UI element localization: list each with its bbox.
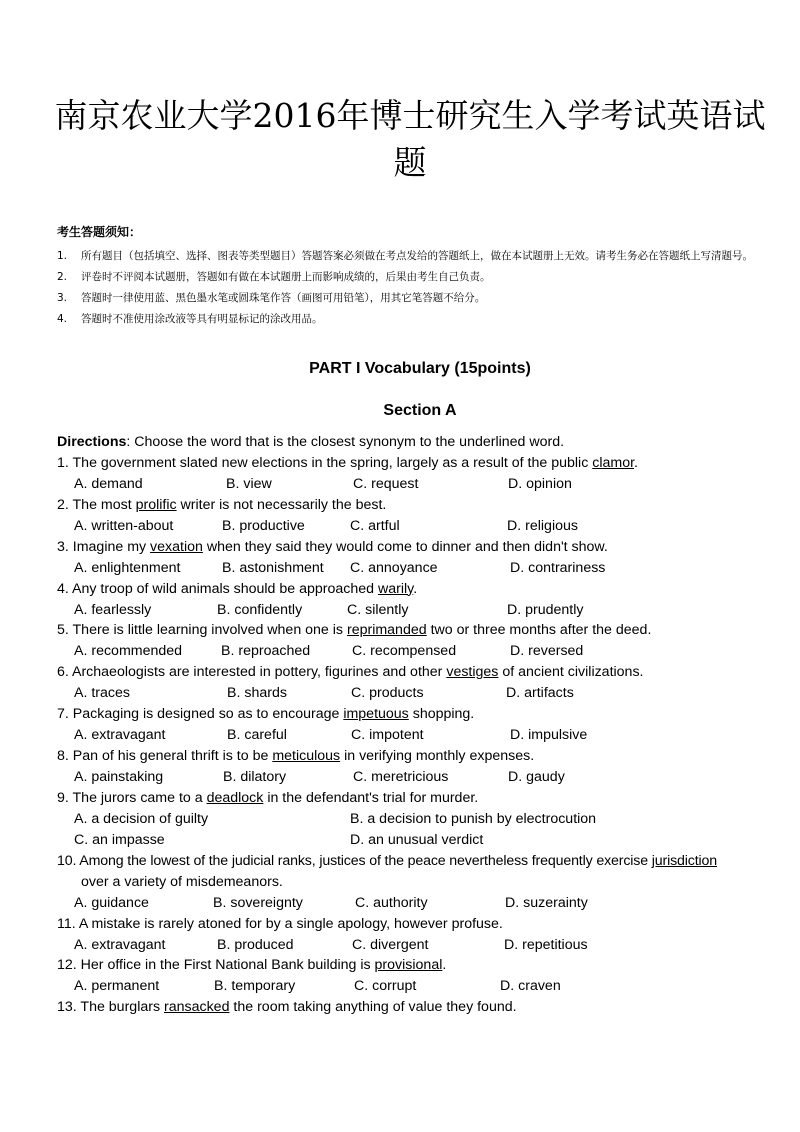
option-b: B. sovereignty — [213, 894, 303, 911]
option-b: B. astonishment — [222, 559, 324, 576]
stem-text-end: two or three months after the deed. — [426, 622, 652, 639]
option-d: D. suzerainty — [505, 894, 588, 911]
stem-text-end: . — [442, 957, 447, 974]
stem-text-continued: over a variety of misdemeanors. — [81, 873, 283, 890]
stem-text: 6. Archaeologists are interested in pottery, figurines and other — [57, 664, 447, 681]
options-row — [57, 683, 785, 704]
directions-label: Directions — [57, 434, 127, 450]
option-c: C. meretricious — [353, 769, 449, 785]
option-b: B. produced — [217, 936, 294, 953]
option-a: A. recommended — [74, 643, 183, 660]
options-row — [57, 976, 785, 997]
option-c: C. silently — [347, 601, 409, 618]
stem-text: 9. The jurors came to a — [57, 789, 207, 806]
option-b: B. careful — [227, 727, 287, 744]
note-number: 2. — [57, 271, 68, 283]
question-stem — [57, 955, 785, 976]
question-stem — [57, 997, 785, 1018]
question-stem — [57, 620, 785, 641]
note-text: 答题时不准使用涂改液等具有明显标记的涂改用品。 — [81, 313, 323, 325]
underlined-word: ransacked — [164, 999, 230, 1016]
question-stem — [57, 579, 785, 600]
note-text: 所有题目（包括填空、选择、图表等类型题目）答题答案必须做在考点发给的答题纸上，做在本试题册上无效。请考生务必在答题纸上写清题号。 — [81, 250, 753, 262]
note-number: 3. — [57, 292, 68, 304]
question-stem — [57, 453, 785, 474]
question-stem — [57, 746, 785, 767]
stem-text: 3. Imagine my — [57, 538, 151, 555]
options-row — [57, 516, 785, 537]
option-d: D. reversed — [510, 643, 584, 660]
note-text: 评卷时不评阅本试题册，答题如有做在本试题册上而影响成绩的，后果由考生自己负责。 — [81, 271, 491, 283]
stem-text: 12. Her office in the First National Bank building is — [57, 957, 375, 974]
option-c: C. request — [353, 475, 419, 492]
option-c: C. an impasse — [74, 831, 165, 848]
note-item — [57, 288, 777, 309]
underlined-word: meticulous — [272, 748, 341, 765]
underlined-word: clamor — [592, 454, 635, 471]
option-a: A. permanent — [74, 978, 160, 995]
option-b: B. dilatory — [223, 769, 287, 785]
question-stem — [57, 537, 785, 558]
option-c: C. corrupt — [354, 978, 417, 995]
stem-text-end: in verifying monthly expenses. — [340, 748, 535, 765]
options-row — [57, 474, 785, 495]
stem-text: 7. Packaging is designed so as to encourage — [57, 706, 344, 723]
option-c: C. artful — [350, 517, 400, 534]
option-b: B. reproached — [221, 643, 311, 660]
option-c: C. annoyance — [350, 559, 438, 576]
option-c: C. products — [351, 685, 424, 702]
option-a: A. painstaking — [74, 769, 164, 785]
options-row — [57, 809, 785, 830]
option-a: A. guidance — [74, 894, 149, 911]
option-d: D. gaudy — [508, 769, 565, 785]
options-row — [57, 641, 785, 662]
option-b: B. productive — [222, 517, 305, 534]
stem-text-end: when they said they would come to dinner and then didn't show. — [202, 538, 608, 555]
stem-text: 11. A mistake is rarely atoned for by a single apology, however profuse. — [57, 915, 503, 932]
underlined-word: warily — [378, 580, 414, 597]
note-number: 1. — [57, 250, 68, 262]
option-a: A. traces — [74, 685, 130, 702]
option-c: C. authority — [355, 894, 428, 911]
question-stem — [57, 914, 785, 935]
underlined-word: provisional — [374, 957, 443, 974]
question-stem — [57, 495, 785, 516]
stem-text-end: writer is not necessarily the best. — [176, 496, 387, 513]
question-stem — [57, 662, 785, 683]
option-a: A. fearlessly — [74, 601, 152, 618]
stem-text: 2. The most — [57, 496, 136, 513]
underlined-word: deadlock — [206, 789, 264, 806]
options-row — [57, 600, 785, 621]
option-b: B. shards — [227, 685, 287, 702]
underlined-word: reprimanded — [346, 622, 427, 639]
stem-text: 5. There is little learning involved when one is — [57, 622, 347, 639]
stem-text-end: . — [413, 580, 418, 597]
option-b: B. temporary — [214, 978, 296, 995]
notes-heading: 考生答题须知： — [57, 225, 142, 239]
options-row — [57, 767, 785, 788]
option-c: C. impotent — [351, 727, 424, 744]
stem-text-end: shopping. — [408, 706, 475, 723]
underlined-word: jurisdiction — [651, 852, 717, 869]
underlined-word: impetuous — [343, 706, 409, 723]
option-d: D. craven — [500, 978, 561, 995]
option-d: D. opinion — [508, 475, 572, 492]
option-d: D. religious — [507, 517, 578, 534]
underlined-word: prolific — [135, 496, 177, 513]
option-b: B. view — [226, 475, 272, 492]
option-a: A. demand — [74, 475, 143, 492]
option-c: C. recompensed — [352, 643, 457, 660]
part-title: PART I Vocabulary (15points) — [309, 360, 531, 377]
underlined-word: vestiges — [446, 664, 499, 681]
option-d: D. contrariness — [510, 559, 606, 576]
option-c: C. divergent — [352, 936, 429, 953]
question-stem-continued — [57, 872, 785, 893]
option-d: D. an unusual verdict — [350, 831, 484, 848]
stem-text: 1. The government slated new elections in the spring, largely as a result of the public — [57, 454, 593, 471]
section-title: Section A — [383, 402, 457, 419]
stem-text: 13. The burglars — [57, 999, 164, 1016]
options-row — [57, 725, 785, 746]
option-d: D. impulsive — [510, 727, 588, 744]
option-a: A. extravagant — [74, 936, 166, 953]
directions — [57, 432, 785, 453]
option-b: B. a decision to punish by electrocution — [350, 810, 597, 827]
stem-text: 4. Any troop of wild animals should be approached — [57, 580, 378, 597]
option-a: A. enlightenment — [74, 559, 181, 576]
option-d: D. repetitious — [504, 936, 588, 953]
stem-text: 10. Among the lowest of the judicial ranks, justices of the peace nevertheless frequently exercise — [57, 852, 652, 869]
note-item — [57, 267, 777, 288]
option-d: D. artifacts — [506, 685, 574, 702]
page-title: 南京农业大学2016年博士研究生入学考试英语试题 — [54, 96, 766, 182]
stem-text-end: . — [634, 454, 638, 471]
directions-text: : Choose the word that is the closest synonym to the underlined word. — [126, 434, 565, 450]
note-text: 答题时一律使用蓝、黑色墨水笔或圆珠笔作答（画图可用铅笔），用其它笔答题不给分。 — [81, 292, 486, 304]
note-item — [57, 309, 777, 330]
exam-notes — [57, 223, 777, 330]
underlined-word: vexation — [150, 538, 203, 555]
options-row — [57, 558, 785, 579]
question-list — [57, 432, 785, 1018]
note-number: 4. — [57, 313, 68, 325]
option-a: A. a decision of guilty — [74, 810, 209, 827]
stem-text-end: in the defendant's trial for murder. — [263, 789, 479, 806]
stem-text-end: the room taking anything of value they found. — [229, 999, 517, 1016]
option-a: A. written-about — [74, 517, 174, 534]
stem-text: 8. Pan of his general thrift is to be — [57, 748, 273, 765]
option-d: D. prudently — [507, 601, 584, 618]
option-b: B. confidently — [217, 601, 303, 618]
question-stem — [57, 788, 785, 809]
question-stem — [57, 851, 785, 872]
note-item — [57, 246, 777, 267]
question-stem — [57, 704, 785, 725]
options-row — [57, 830, 785, 851]
option-a: A. extravagant — [74, 727, 166, 744]
options-row — [57, 935, 785, 956]
stem-text-end: of ancient civilizations. — [498, 664, 644, 681]
options-row — [57, 893, 785, 914]
